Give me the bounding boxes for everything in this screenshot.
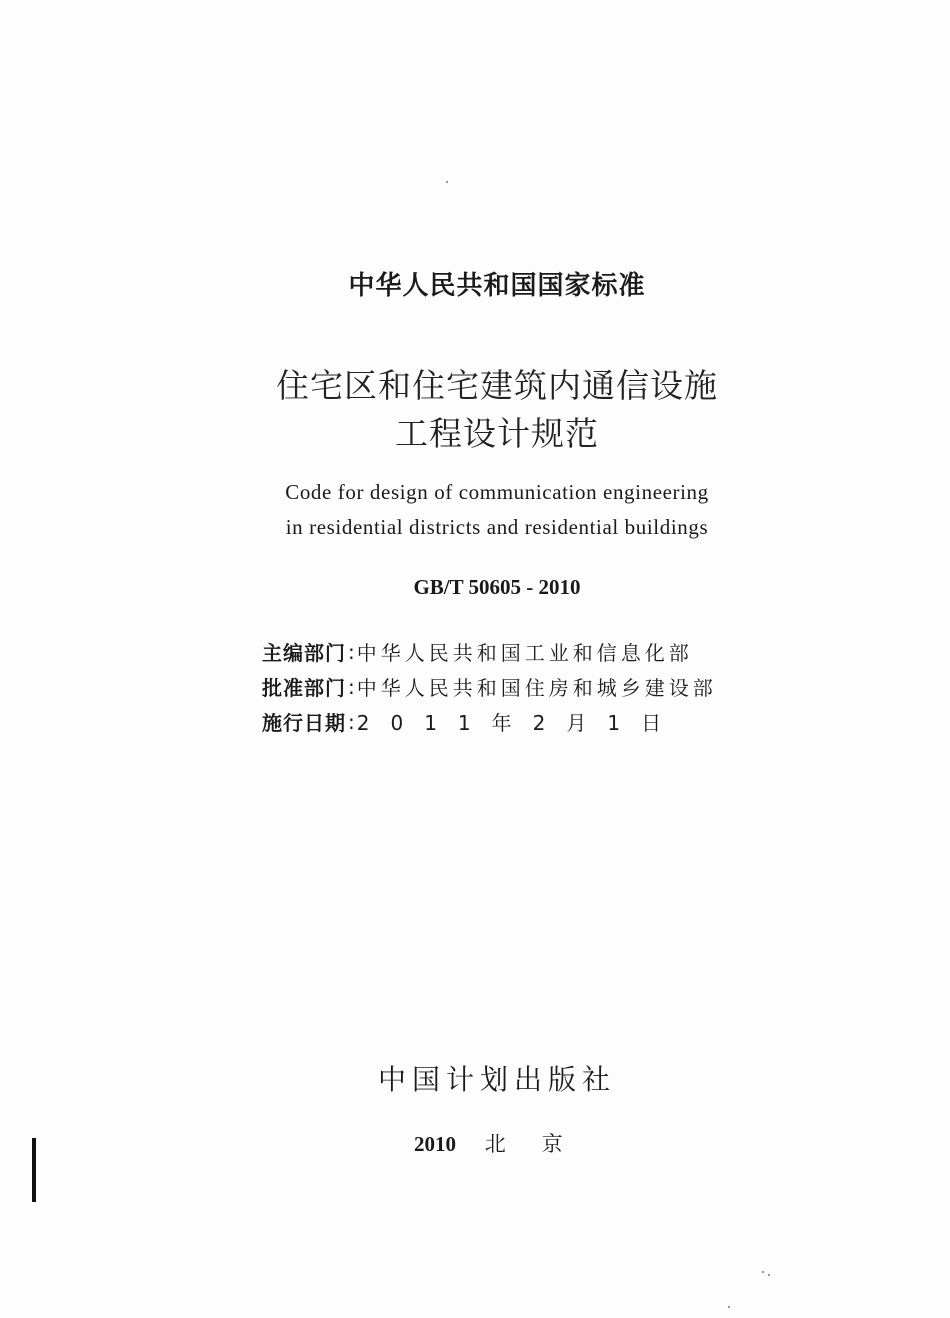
editor-label: 主编部门 [262, 641, 346, 665]
standard-header: 中华人民共和国国家标准 [348, 271, 646, 301]
editor-value: 中华人民共和国工业和信息化部 [356, 641, 693, 665]
publish-city: 北京 [484, 1132, 599, 1156]
approver-row [262, 669, 742, 704]
effective-date-row [262, 704, 742, 739]
editor-row [262, 634, 742, 669]
scan-edge-mark [32, 1138, 36, 1202]
editor-colon: : [348, 639, 355, 664]
effective-date-colon: : [348, 709, 355, 734]
english-title-line-2: in residential districts and residential buildings [285, 515, 709, 539]
effective-date-label: 施行日期 [262, 711, 346, 735]
title-line-1: 住宅区和住宅建筑内通信设施 [276, 366, 718, 405]
scan-speck [762, 1271, 764, 1273]
publisher-name: 中国计划出版社 [377, 1063, 616, 1096]
english-title-line-1: Code for design of communication engineering [285, 480, 709, 504]
scan-speck [446, 181, 448, 183]
approver-label: 批准部门 [262, 676, 346, 700]
approver-colon: : [348, 674, 355, 699]
publication-info [414, 1128, 599, 1158]
standard-code: GB/T 50605 - 2010 [413, 575, 581, 599]
approver-value: 中华人民共和国住房和城乡建设部 [356, 676, 717, 700]
publish-year: 2010 [414, 1132, 456, 1156]
title-line-2: 工程设计规范 [395, 414, 599, 453]
scan-speck [728, 1306, 730, 1308]
scan-speck [768, 1274, 770, 1276]
effective-date-value: 2011年2月1日 [356, 711, 683, 735]
meta-block [262, 634, 742, 739]
